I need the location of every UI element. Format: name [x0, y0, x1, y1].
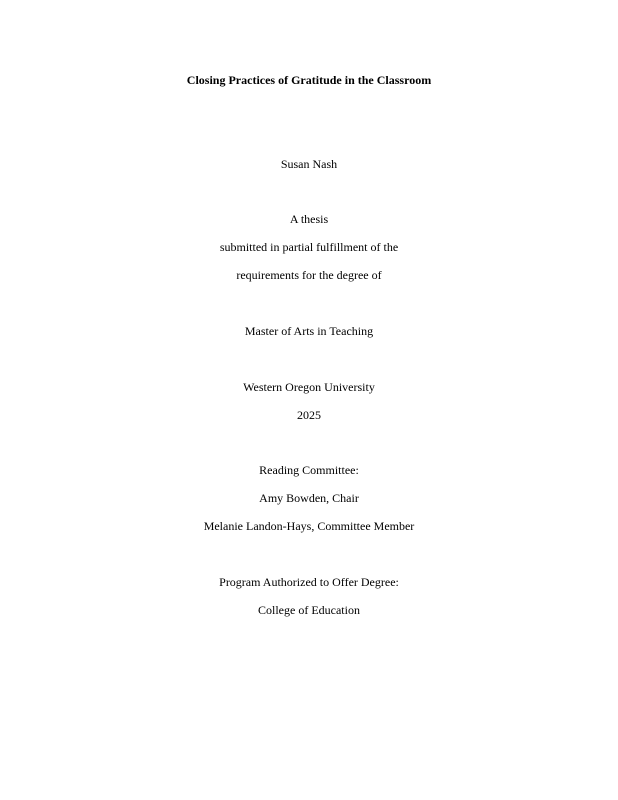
thesis-statement-line-3: requirements for the degree of: [236, 268, 382, 282]
thesis-statement-line-2: submitted in partial fulfillment of the: [219, 240, 399, 254]
program-heading: Program Authorized to Offer Degree:: [219, 575, 399, 589]
committee-member-chair: Amy Bowden, Chair: [259, 491, 359, 505]
degree-year: 2025: [297, 408, 321, 422]
author-name: Susan Nash: [280, 157, 338, 171]
degree-name: Master of Arts in Teaching: [244, 324, 374, 338]
committee-member: Melanie Landon-Hays, Committee Member: [203, 519, 415, 533]
thesis-statement-line-1: A thesis: [289, 212, 329, 226]
college-name: College of Education: [258, 603, 360, 617]
committee-heading: Reading Committee:: [259, 463, 359, 477]
institution-name: Western Oregon University: [243, 380, 375, 394]
thesis-title: Closing Practices of Gratitude in the Classroom: [186, 73, 432, 87]
